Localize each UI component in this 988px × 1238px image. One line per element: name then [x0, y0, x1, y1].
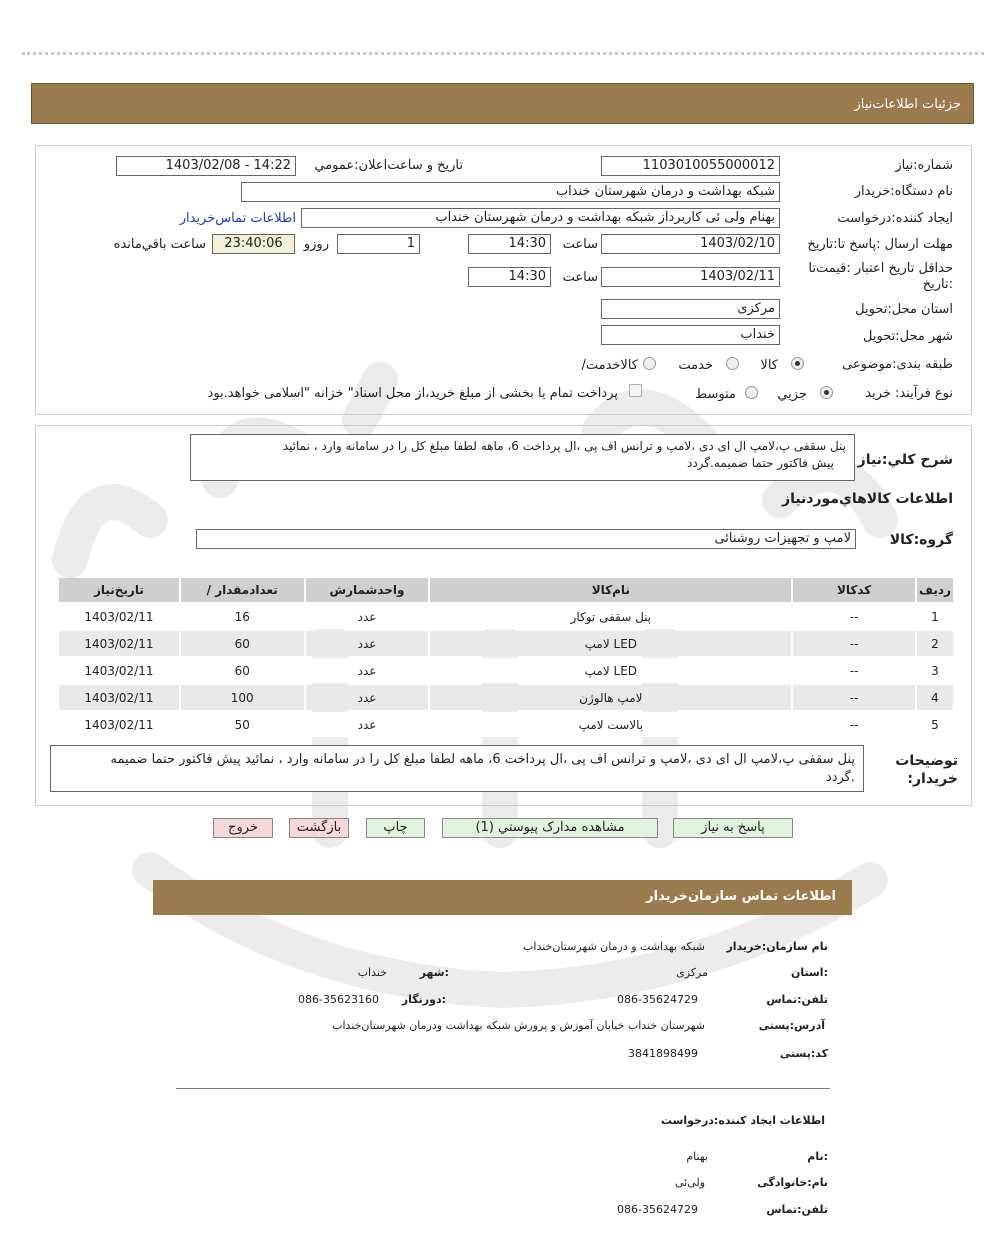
cell-row: 4: [917, 685, 953, 710]
city-contact-label: شهر:: [419, 966, 449, 979]
category-label: طبقه بندی:موضوعی: [842, 357, 953, 372]
cell-code: --: [793, 712, 915, 737]
col-qty-header: / تعدادمقدار: [181, 578, 304, 602]
col-row-header: رديف: [917, 578, 953, 602]
creator-info-title: اطلاعات ایجاد کننده:درخواست: [660, 1114, 825, 1127]
creator-phone-value: 086-35624729: [617, 1203, 698, 1216]
deadline-label: مهلت ارسال :پاسخ تا:تاريخ: [807, 237, 953, 252]
page-title: جزئیات اطلاعات‌نیاز: [854, 97, 961, 112]
province-contact-label: استان:: [790, 966, 828, 979]
phone-value: 086-35624729: [617, 993, 698, 1006]
validity-date-field: 1403/02/11: [601, 267, 780, 287]
cell-row: 3: [917, 658, 953, 683]
need-number-field: 1103010055000012: [601, 156, 780, 176]
category-service-radio[interactable]: [726, 357, 739, 370]
cell-qty: 16: [181, 604, 304, 629]
days-field: 1: [337, 234, 420, 254]
creator-field: بهنام ولی ئی کاربرداز شبکه بهداشت و درمان شهرستان خنداب: [301, 208, 780, 228]
category-goods-label: کالا: [760, 358, 778, 373]
buyer-contact-link[interactable]: اطلاعات تماس‌خريدار: [179, 211, 296, 226]
buyer-notes-label-2: :خريدار: [907, 771, 958, 787]
col-unit-header: واحدشمارش: [306, 578, 429, 602]
cell-qty: 50: [181, 712, 304, 737]
org-name-value: شبکه بهداشت و درمان شهرستان‌خنداب: [523, 940, 705, 953]
address-label: آدرس:پستی: [758, 1019, 825, 1032]
announce-label: تاریخ و ساعت‌اعلان:عمومي: [314, 158, 463, 173]
cell-name: لامپ LED: [430, 631, 791, 656]
buyer-org-field: شبکه بهداشت و درمان شهرستان خنداب: [241, 182, 780, 202]
cell-date: 1403/02/11: [59, 658, 179, 683]
buyer-notes-label-1: توضيحات: [895, 753, 958, 769]
announce-datetime-field: 1403/02/08 - 14:22: [116, 156, 296, 176]
summary-box: [190, 434, 855, 481]
deadline-time-field: 14:30: [468, 234, 551, 254]
cell-date: 1403/02/11: [59, 712, 179, 737]
summary-line-2: پیش فاکتور حتما ضمیمه.گردد: [686, 456, 834, 470]
cell-row: 2: [917, 631, 953, 656]
payment-note: پرداخت تمام یا بخشی از مبلغ خرید،از محل اسناد" خزانه "اسلامی خواهد.بود: [207, 386, 618, 401]
process-medium-radio[interactable]: [745, 386, 758, 399]
cell-date: 1403/02/11: [59, 604, 179, 629]
need-number-label: شماره:نیاز: [895, 158, 953, 173]
last-name-value: ولی‌ئی: [674, 1176, 705, 1189]
group-field: لامپ و تجهیزات روشنائی: [196, 529, 856, 549]
last-name-label: نام:خانوادگی: [757, 1176, 828, 1189]
validity-label: حداقل تاريخ اعتبار :قيمت‌تا تاريخ:: [808, 261, 953, 292]
days-label: روزو: [303, 237, 329, 252]
cell-unit: عدد: [306, 685, 429, 710]
address-value: شهرستان خنداب خیابان آموزش و پرورش شبکه بهداشت ودرمان شهرستان‌خنداب: [332, 1019, 705, 1032]
postal-value: 3841898499: [628, 1047, 698, 1060]
back-button[interactable]: بازگشت: [289, 818, 349, 838]
first-name-label: نام:: [807, 1150, 828, 1163]
contact-header: [153, 880, 852, 915]
deadline-time-label: ساعت: [562, 237, 598, 252]
cell-name: بالاست لامپ: [430, 712, 791, 737]
print-button[interactable]: چاپ: [366, 818, 425, 838]
cell-date: 1403/02/11: [59, 685, 179, 710]
buyer-org-label: نام دستگاه:خريدار: [854, 184, 953, 199]
table-row: [59, 685, 953, 710]
category-goods-radio[interactable]: [791, 357, 804, 370]
table-row: [59, 658, 953, 683]
process-label: نوع فرآيند: خريد: [865, 386, 953, 401]
exit-button[interactable]: خروج: [213, 818, 273, 838]
cell-row: 5: [917, 712, 953, 737]
first-name-value: بهنام: [686, 1150, 708, 1163]
reply-button[interactable]: پاسخ به نياز: [673, 818, 793, 838]
items-table-header: [59, 578, 953, 602]
province-contact-value: مرکزی: [676, 966, 708, 979]
summary-line-1: پنل سقفی پ،لامپ ال ای دی ،لامپ و ترانس اف پی ،ال پرداخت 6، ماهه لطفا مبلغ کل را در سامانه وارد ، نمائید: [282, 439, 846, 453]
summary-label: شرح کلي:نياز: [857, 452, 953, 468]
remaining-label: ساعت باقي‌مانده: [113, 237, 206, 252]
org-name-label: نام سازمان:خریدار: [726, 940, 828, 953]
payment-checkbox[interactable]: [629, 384, 642, 397]
cell-unit: عدد: [306, 631, 429, 656]
top-divider: [22, 52, 984, 55]
remaining-time-field: 23:40:06: [212, 234, 295, 254]
cell-code: --: [793, 631, 915, 656]
cell-date: 1403/02/11: [59, 631, 179, 656]
process-minor-radio[interactable]: [820, 386, 833, 399]
col-date-header: تاريخ‌نياز: [59, 578, 179, 602]
creator-phone-label: تلفن:تماس: [766, 1203, 828, 1216]
province-label: استان محل:تحويل: [855, 302, 953, 317]
view-documents-button[interactable]: مشاهده مدارک پيوستي (1): [442, 818, 658, 838]
province-field: مرکزی: [601, 299, 780, 319]
goods-info-label: اطلاعات کالاهاي‌موردنياز: [782, 491, 953, 507]
cell-code: --: [793, 658, 915, 683]
fax-label: دورنگار:: [401, 993, 446, 1006]
process-minor-label: جزيي: [777, 387, 807, 402]
contact-title: اطلاعات تماس سازمان‌خريدار: [646, 889, 836, 904]
cell-qty: 100: [181, 685, 304, 710]
deadline-date-field: 1403/02/10: [601, 234, 780, 254]
city-field: خنداب: [601, 325, 780, 345]
cell-unit: عدد: [306, 604, 429, 629]
creator-label: ايجاد کننده:درخواست: [837, 211, 953, 226]
city-contact-value: خنداب: [357, 966, 387, 979]
table-row: [59, 604, 953, 629]
table-row: [59, 631, 953, 656]
cell-code: --: [793, 604, 915, 629]
cell-name: لامپ LED: [430, 658, 791, 683]
cell-code: --: [793, 685, 915, 710]
items-table: [57, 576, 955, 739]
cell-qty: 60: [181, 631, 304, 656]
buyer-notes-line-2: .گردد: [825, 770, 855, 785]
validity-time-field: 14:30: [468, 267, 551, 287]
cell-unit: عدد: [306, 658, 429, 683]
table-row: [59, 712, 953, 737]
cell-unit: عدد: [306, 712, 429, 737]
process-medium-label: متوسط: [695, 387, 736, 402]
city-label: شهر محل:تحويل: [863, 329, 953, 344]
postal-label: کد:پستی: [779, 1047, 828, 1060]
cell-name: لامپ هالوژن: [430, 685, 791, 710]
phone-label: تلفن:تماس: [766, 993, 828, 1006]
buyer-notes-line-1: پنل سقفی پ،لامپ ال ای دی ،لامپ و ترانس اف پی ،ال پرداخت 6، ماهه لطفا مبلغ کل را در سامانه وارد ، نمائید پیش فاکتور حتما ضمیمه: [110, 752, 855, 767]
page-header: [31, 83, 974, 124]
contact-divider: [176, 1088, 830, 1089]
category-both-label: /کالاخدمت: [581, 358, 638, 373]
group-label: گروه:کالا: [889, 532, 953, 548]
cell-qty: 60: [181, 658, 304, 683]
col-code-header: کدکالا: [793, 578, 915, 602]
cell-name: پنل سقفی توکار: [430, 604, 791, 629]
category-service-label: خدمت: [678, 358, 713, 373]
validity-time-label: ساعت: [562, 270, 598, 285]
category-both-radio[interactable]: [643, 357, 656, 370]
buyer-notes-box: [50, 745, 864, 792]
fax-value: 086-35623160: [298, 993, 379, 1006]
col-name-header: نام‌کالا: [430, 578, 791, 602]
cell-row: 1: [917, 604, 953, 629]
